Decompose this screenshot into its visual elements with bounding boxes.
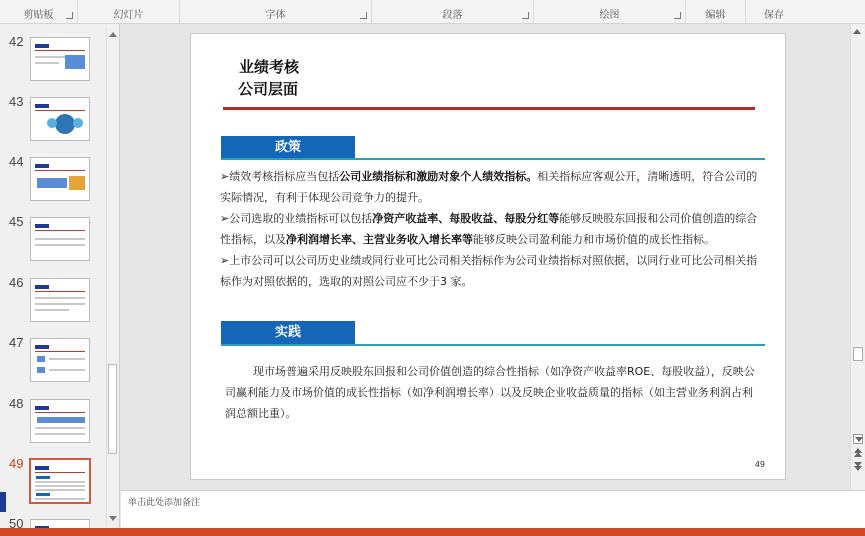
scroll-down-icon[interactable]: [109, 516, 117, 521]
section-divider: [221, 158, 765, 160]
ribbon-group-label: 保存: [764, 10, 784, 21]
slide-number: 44: [9, 154, 24, 169]
text-run: 相关指标应客观公开，清晰透明，符合公司的实际情况，有利于体现公司竞争力的提升。: [220, 170, 758, 204]
ribbon-group-label: 剪贴板: [23, 10, 54, 21]
notes-placeholder[interactable]: 单击此处添加备注: [128, 498, 201, 508]
text-run: 能够反映股东回报和公司价值创造的综合性指标，以及: [220, 212, 758, 246]
slide-editing-area: [121, 24, 850, 490]
dialog-launcher-icon[interactable]: [674, 12, 681, 19]
dialog-launcher-icon[interactable]: [360, 12, 367, 19]
slide-number: 42: [9, 34, 24, 49]
ribbon-group-label: 段落: [442, 10, 463, 21]
bold-text-run: 净利润增长率、主营业务收入增长率等: [286, 233, 473, 246]
slide-thumbnail-47[interactable]: [30, 338, 90, 382]
slide-number: 43: [9, 94, 24, 109]
window-edge-accent: [0, 492, 6, 512]
slide-title-line-1[interactable]: 业绩考核: [239, 58, 300, 76]
slide-thumbnail-45[interactable]: [30, 217, 90, 261]
slide-thumbnail-42[interactable]: [30, 37, 90, 81]
ribbon-group-save: [746, 0, 802, 24]
ribbon-group-label: 绘图: [599, 10, 620, 21]
dialog-launcher-icon[interactable]: [522, 12, 529, 19]
notes-pane[interactable]: [121, 490, 865, 528]
status-bar: [0, 528, 865, 536]
section-heading-policy[interactable]: 政策: [221, 136, 355, 159]
next-slide-icon-2: [854, 466, 862, 471]
section-divider: [221, 344, 765, 346]
ribbon-group-label: 编辑: [705, 10, 726, 21]
bold-text-run: 净资产收益率、每股收益、每股分红等: [372, 212, 560, 225]
policy-paragraph-2[interactable]: [220, 208, 766, 250]
ribbon-group-bar: [0, 0, 865, 24]
ribbon-group-drawing: [534, 0, 686, 24]
title-divider: [223, 107, 755, 110]
slide-number: 46: [9, 275, 24, 290]
slide-number: 50: [9, 516, 24, 528]
ribbon-group-clipboard: [0, 0, 78, 24]
scrollbar-thumb[interactable]: [108, 364, 117, 454]
slide-number: 48: [9, 396, 24, 411]
slide-thumbnail-43[interactable]: [30, 97, 90, 141]
scrollbar-thumb[interactable]: [853, 347, 863, 361]
slide-scrollbar[interactable]: [850, 24, 865, 490]
scroll-up-icon[interactable]: [853, 29, 861, 34]
bold-text-run: 公司业绩指标和激励对象个人绩效指标。: [339, 170, 538, 183]
text-run: ➢绩效考核指标应当包括: [220, 170, 340, 183]
slide-number: 49: [9, 456, 24, 471]
slide-thumbnail-50[interactable]: [30, 519, 90, 528]
text-run: ➢上市公司可以公司历史业绩或同行业可比公司相关指标作为公司业绩指标对照依据，以同行业可比公司相关指标作为对照依据的，选取的对照公司应不少于3 家。: [220, 254, 758, 288]
thumbnails-scrollbar[interactable]: [106, 28, 118, 525]
slide-page-number: 49: [754, 460, 765, 469]
ribbon-group-editing: [686, 0, 746, 24]
dialog-launcher-icon[interactable]: [66, 12, 73, 19]
policy-paragraph-1[interactable]: [220, 166, 766, 208]
ribbon-group-paragraph: [372, 0, 534, 24]
slide-thumbnail-46[interactable]: [30, 278, 90, 322]
slide-canvas[interactable]: [190, 33, 786, 480]
ribbon-group-font: [180, 0, 372, 24]
scroll-up-icon[interactable]: [109, 32, 117, 37]
ribbon-group-label: 字体: [265, 10, 286, 21]
slide-thumbnail-44[interactable]: [30, 157, 90, 201]
ribbon-group-label: 幻灯片: [113, 10, 144, 21]
practice-paragraph[interactable]: 现市场普遍采用反映股东回报和公司价值创造的综合性指标（如净资产收益率ROE、每股收益），反映公司赢利能力及市场价值的成长性指标（如净利润增长率）以及反映企业收益质量的指标（如主营业务利润占利润总额比重）。: [225, 365, 755, 420]
previous-slide-icon-2: [854, 452, 862, 457]
slide-thumbnails-pane: [0, 24, 120, 528]
ribbon-group-slides: [78, 0, 180, 24]
policy-paragraph-3[interactable]: [220, 250, 766, 292]
slide-title-line-2[interactable]: 公司层面: [238, 80, 299, 98]
slide-number: 47: [9, 335, 24, 350]
text-run: ➢公司选取的业绩指标可以包括: [220, 212, 373, 225]
slide-thumbnail-49[interactable]: [29, 458, 91, 504]
slide-number: 45: [9, 214, 24, 229]
section-heading-practice[interactable]: 实践: [221, 321, 355, 344]
scroll-down-icon: [855, 437, 863, 442]
slide-thumbnail-48[interactable]: [30, 399, 90, 443]
text-run: 能够反映公司盈利能力和市场价值的成长性指标。: [473, 233, 715, 246]
